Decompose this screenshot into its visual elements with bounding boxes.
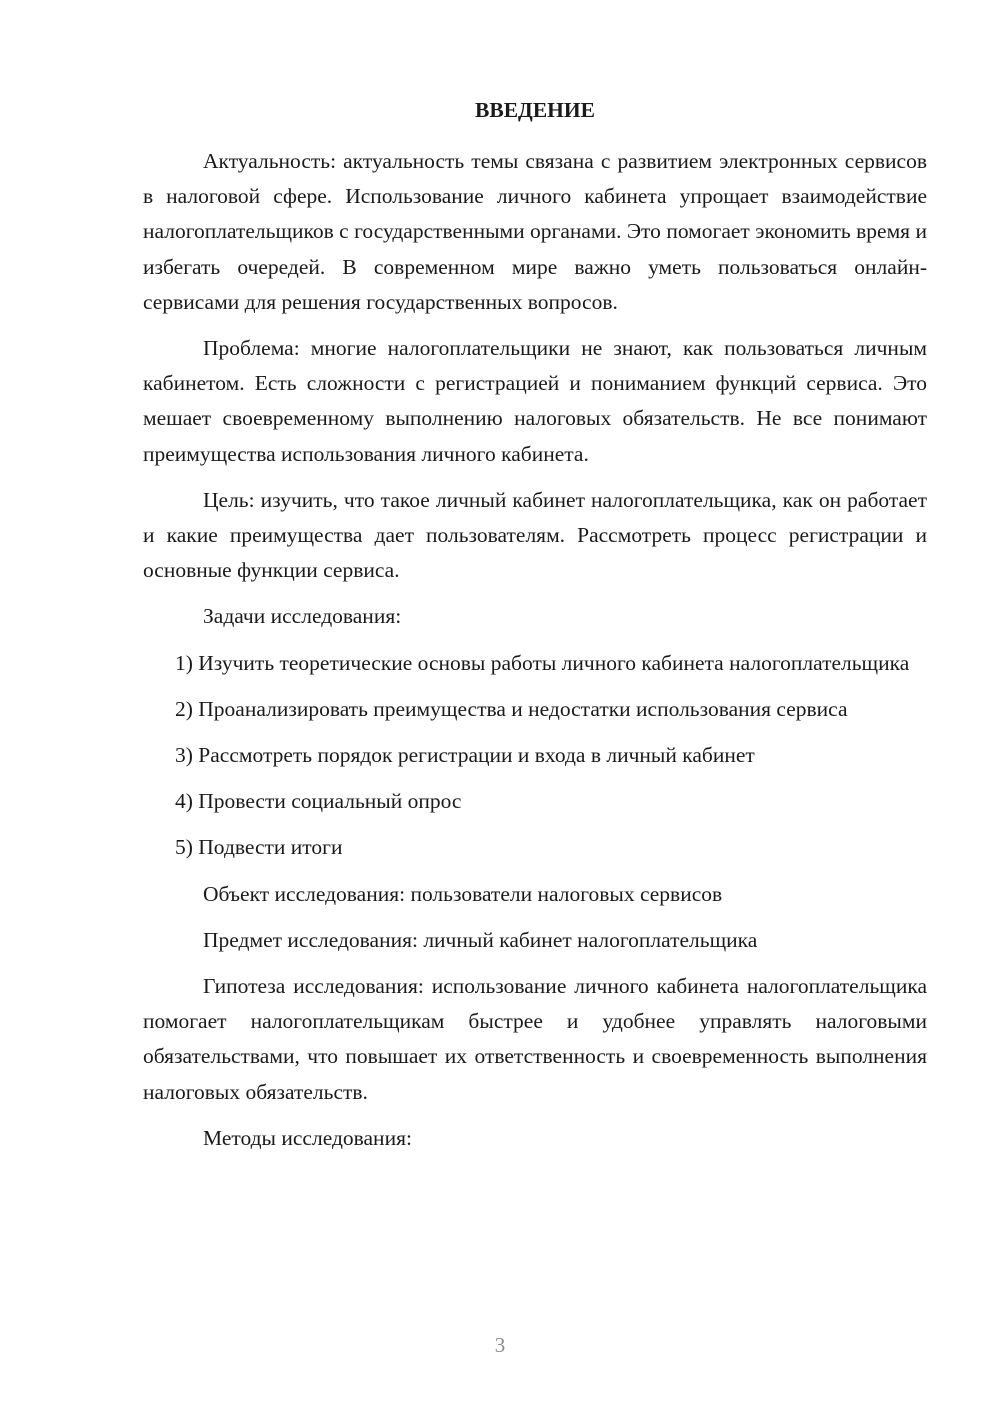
task-item-5: 5) Подвести итоги — [175, 835, 343, 860]
page-number: 3 — [494, 1333, 506, 1357]
page-content — [143, 92, 927, 1156]
task-item-1: 1) Изучить теоретические основы работы личного кабинета налогоплательщика — [175, 650, 910, 675]
tasks-title: Задачи исследования: — [203, 604, 402, 629]
task-item-4: 4) Провести социальный опрос — [175, 789, 462, 814]
research-methods: Методы исследования: — [203, 1125, 412, 1150]
research-hypothesis: Гипотеза исследования: использование личного кабинета налогоплательщика помогает налогоплательщикам быстрее и удобнее управлять налоговыми обязательствами, что повышает их ответственность и своевременность выполнения налоговых обязательств. — [143, 974, 927, 1104]
task-item-3: 3) Рассмотреть порядок регистрации и входа в личный кабинет — [175, 743, 755, 768]
research-object: Объект исследования: пользователи налоговых сервисов — [203, 881, 723, 906]
section-heading: ВВЕДЕНИЕ — [475, 98, 595, 122]
paragraph-problem: Проблема: многие налогоплательщики не знают, как пользоваться личным кабинетом. Есть сложности с регистрацией и пониманием функций сервиса. Это мешает своевременному выполнению налоговых обязательств. Не все понимают преимущества использования личного кабинета. — [143, 336, 927, 466]
research-subject: Предмет исследования: личный кабинет налогоплательщика — [203, 927, 758, 952]
task-item-2: 2) Проанализировать преимущества и недостатки использования сервиса — [175, 696, 848, 721]
paragraph-relevance: Актуальность: актуальность темы связана с развитием электронных сервисов в налоговой сфере. Использование личного кабинета упрощает взаимодействие налогоплательщиков с государственными органами. Это помогает экономить время и избегать очередей. В современном мире важно уметь пользоваться онлайн-сервисами для решения государственных вопросов. — [143, 149, 927, 314]
paragraph-goal: Цель: изучить, что такое личный кабинет налогоплательщика, как он работает и какие преимущества дает пользователям. Рассмотреть процесс регистрации и основные функции сервиса. — [143, 487, 927, 583]
